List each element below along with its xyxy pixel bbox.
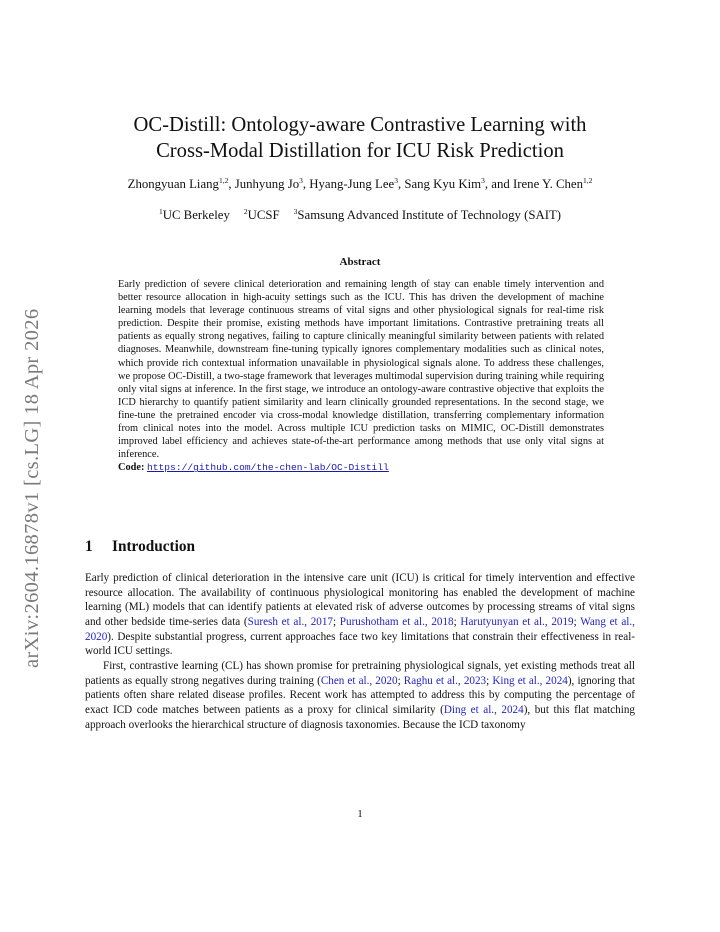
affiliation bbox=[294, 208, 561, 222]
section-heading bbox=[85, 538, 195, 556]
abstract-text: Early prediction of severe clinical deterioration and remaining length of stay can enable timely intervention and better resource allocation in high-acuity settings such as the ICU. This has driven the development of machine learning models that leverage continuous streams of vital signs and other physiological signals for real-time risk prediction. Despite their promise, existing methods have important limitations. Contrastive pretraining treats all patients as equally strong negatives, failing to capture clinically meaningful similarity between patients with related diagnoses. Meanwhile, downstream fine-tuning typically ignores complementary modalities such as clinical notes, which provide rich contextual information unavailable in physiological signals alone. To address these challenges, we propose OC-Distill, a two-stage framework that leverages multimodal supervision during training while requiring only vital signs at inference. In the first stage, we introduce an ontology-aware contrastive objective that exploits the ICD hierarchy to quantify patient similarity and learn clinically grounded representations. In the second stage, we fine-tune the pretrained encoder via cross-modal knowledge distillation, transferring complementary information from clinical notes into the model. Across multiple ICU prediction tasks on MIMIC, OC-Distill demonstrates improved label efficiency and achieves state-of-the-art performance among methods that use only vital signs at inference. bbox=[118, 279, 604, 461]
abstract-heading: Abstract bbox=[339, 256, 381, 268]
intro-paragraph-2: First, contrastive learning (CL) has shown promise for pretraining physiological signals, yet existing methods treat all patients as equally strong negatives during training (Chen et al., 2020; Raghu et al., 2023; King et al., 2024), ignoring that patients often share related disease profiles. Recent work has attempted to address this by computing the percentage of exact ICD code matches between patients as a proxy for clinical similarity (Ding et al., 2024), but this flat matching approach overlooks the hierarchical structure of diagnosis taxonomies. Because the ICD taxonomy bbox=[85, 659, 635, 731]
citation-link[interactable]: Raghu et al., 2023 bbox=[403, 674, 487, 687]
affiliation-name: UCSF bbox=[247, 208, 280, 222]
arxiv-identifier: arXiv:2604.16878v1 [cs.LG] 18 Apr 2026 bbox=[21, 308, 43, 668]
author-affiliation-mark: 1,2 bbox=[218, 176, 229, 185]
code-line bbox=[118, 461, 604, 474]
paper-title bbox=[80, 112, 640, 164]
affiliation-name: Samsung Advanced Institute of Technology (SAIT) bbox=[297, 208, 562, 222]
citation-link[interactable]: Wang et al., 2020 bbox=[85, 615, 635, 643]
author-name: Sang Kyu Kim bbox=[404, 177, 482, 191]
author-name: Irene Y. Chen bbox=[512, 177, 583, 191]
author-name: Zhongyuan Liang bbox=[127, 177, 219, 191]
author-affiliation-mark: 3 bbox=[299, 176, 303, 185]
section-number: 1 bbox=[85, 538, 93, 555]
code-label: Code: bbox=[118, 462, 145, 474]
affiliation-mark: 2 bbox=[243, 207, 248, 216]
code-link[interactable]: https://github.com/the-chen-lab/OC-Distill bbox=[147, 462, 389, 474]
author-list: Zhongyuan Liang$^{1,2}$, Junhyung Jo$^3$, Hyang-Jung Lee$^3$, Sang Kyu Kim$^3$, and Irene Y. Chen$^{1,2}$ bbox=[127, 176, 593, 191]
introduction-body bbox=[85, 571, 635, 732]
author-name: Hyang-Jung Lee bbox=[309, 177, 395, 191]
title-line-1: OC-Distill: Ontology-aware Contrastive Learning with bbox=[133, 114, 587, 136]
author-name: Junhyung Jo bbox=[234, 177, 300, 191]
affiliation-list bbox=[60, 207, 660, 223]
affiliation-name: UC Berkeley bbox=[162, 208, 230, 222]
page-number: 1 bbox=[357, 808, 363, 820]
title-line-2: Cross-Modal Distillation for ICU Risk Prediction bbox=[156, 140, 564, 162]
citation-link[interactable]: Ding et al., 2024 bbox=[443, 703, 524, 716]
author-affiliation-mark: 3 bbox=[394, 176, 398, 185]
affiliation bbox=[244, 208, 280, 222]
affiliation-mark: 3 bbox=[293, 207, 298, 216]
citation-link[interactable]: Suresh et al., 2017 bbox=[247, 615, 333, 628]
affiliation-mark: 1 bbox=[158, 207, 163, 216]
affiliation bbox=[159, 208, 230, 222]
citation-link[interactable]: Purushotham et al., 2018 bbox=[339, 615, 454, 628]
abstract-body bbox=[118, 278, 604, 474]
author-affiliation-mark: 1,2 bbox=[583, 176, 593, 185]
citation-link[interactable]: King et al., 2024 bbox=[492, 674, 568, 687]
intro-paragraph-1: Early prediction of clinical deterioration in the intensive care unit (ICU) is critical for timely intervention and effective resource allocation. The availability of continuous physiological monitoring has enabled the development of machine learning (ML) models that can identify patients at elevated risk of adverse outcomes by processing streams of vital signs and other bedside time-series data (Suresh et al., 2017; Purushotham et al., 2018; Harutyunyan et al., 2019; Wang et al., 2020). Despite substantial progress, current approaches face two key limitations that constrain their effectiveness in real-world ICU settings. bbox=[85, 572, 635, 658]
author-affiliation-mark: 3 bbox=[481, 176, 485, 185]
section-title: Introduction bbox=[112, 538, 196, 555]
citation-link[interactable]: Chen et al., 2020 bbox=[320, 674, 398, 687]
citation-link[interactable]: Harutyunyan et al., 2019 bbox=[460, 615, 574, 628]
